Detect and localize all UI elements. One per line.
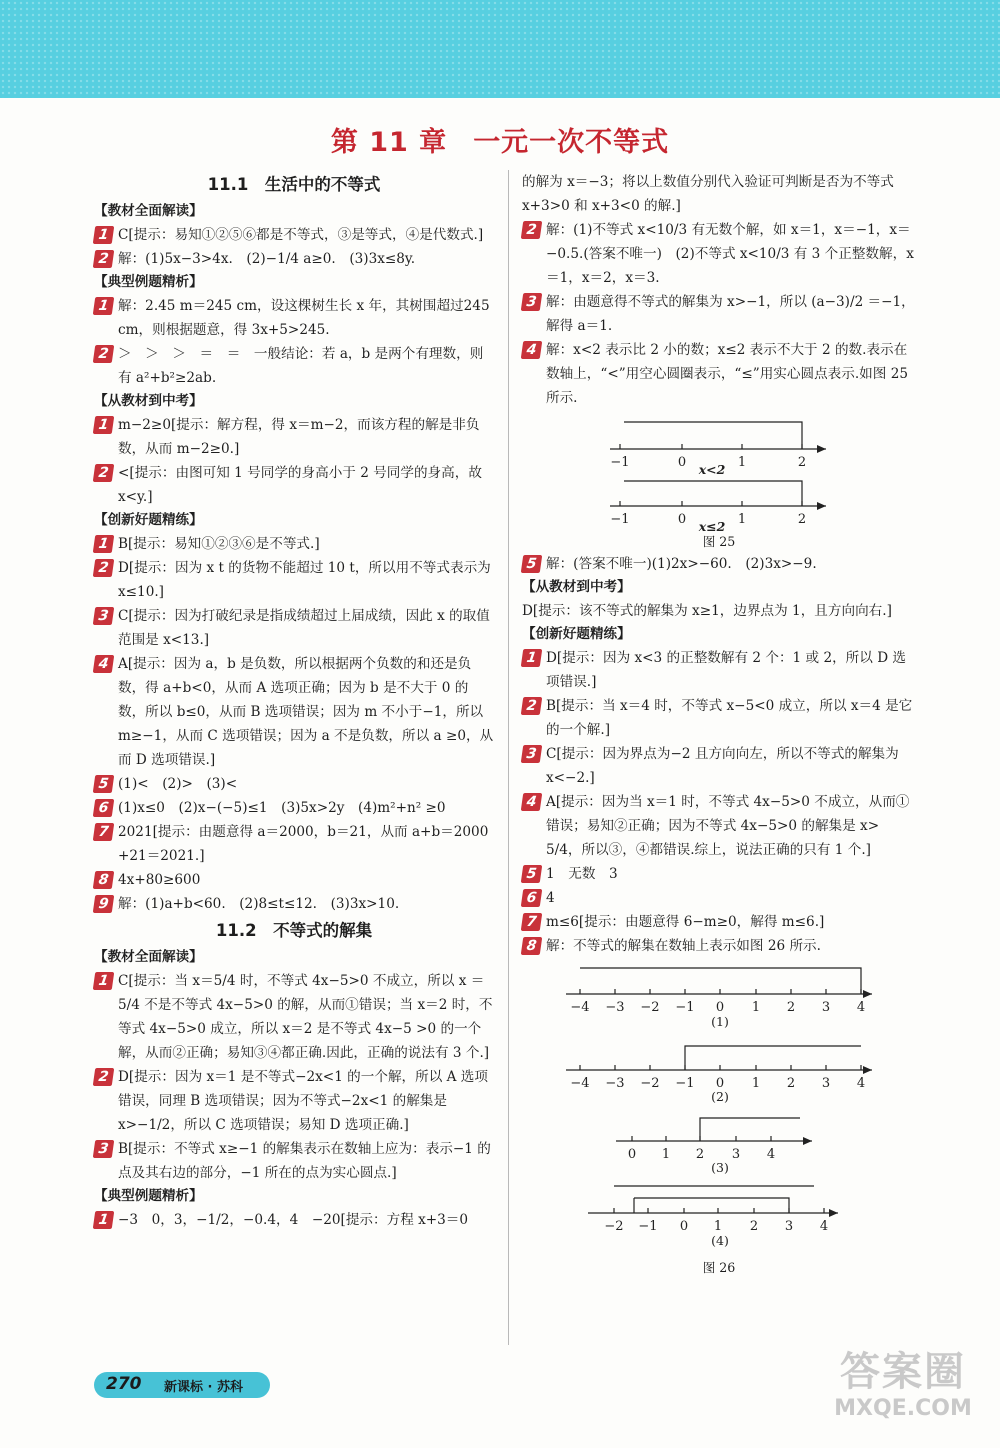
- solution-bracket: [624, 422, 802, 449]
- tick-label: −3: [605, 1000, 625, 1015]
- tick-label: 0: [715, 1000, 725, 1015]
- tick-label: 1: [737, 455, 747, 470]
- figure-caption: 图 26: [702, 1260, 736, 1275]
- answer-item: D[提示：该不等式的解集为 x≥1，边界点为 1，且方向向右.]: [522, 603, 892, 619]
- tick-label: 1: [713, 1219, 723, 1234]
- answer-item: 7 m≤6[提示：由题意得 6−m≥0，解得 m≤6.]: [522, 910, 916, 934]
- answer-item: 1 −3 0，3，−1/2，−0.4，4 −20[提示：方程 x+3＝0: [94, 1208, 494, 1232]
- answer-continuation: 的解为 x＝−3；将以上数值分别代入验证可判断是否为不等式 x+3>0 和 x+3<0 的解.]: [522, 174, 894, 214]
- tick-label: 2: [797, 455, 807, 470]
- column-divider: [508, 170, 509, 1345]
- subsection-heading: 【创新好题精练】: [94, 512, 203, 528]
- answer-item: 2 D[提示：因为 x＝1 是不等式−2x<1 的一个解，所以 A 选项错误，同理 B 选项错误；因为不等式−2x<1 的解集是 x>−1/2，所以 C 选项错误；易知 D 选项正确.]: [94, 1065, 494, 1137]
- number-badge: 3: [521, 293, 543, 311]
- number-badge: 1: [93, 972, 115, 990]
- subsection-heading: 【典型例题精析】: [94, 274, 203, 290]
- number-badge: 5: [93, 775, 115, 793]
- answer-item: 3 解：由题意得不等式的解集为 x>−1，所以 (a−3)/2 ＝−1，解得 a＝1.: [522, 290, 916, 338]
- arrow-head: [817, 502, 826, 510]
- subsection-heading: 【教材全面解读】: [94, 203, 203, 219]
- tick-label: 1: [661, 1147, 671, 1162]
- right-column: [522, 170, 916, 1278]
- tick-label: 0: [677, 512, 687, 527]
- answer-item: 2 B[提示：当 x＝4 时，不等式 x−5<0 成立，所以 x＝4 是它的一个解.]: [522, 694, 916, 742]
- tick-label: 3: [784, 1219, 794, 1234]
- number-badge: 6: [93, 799, 115, 817]
- subsection-heading: 【典型例题精析】: [94, 1188, 203, 1204]
- answer-item: 1 B[提示：易知①②③⑥是不等式.]: [94, 532, 494, 556]
- tick-label: −3: [605, 1076, 625, 1091]
- section-title: 11.1 生活中的不等式: [207, 175, 381, 194]
- number-badge: 4: [521, 341, 543, 359]
- tick-label: 0: [677, 455, 687, 470]
- answer-item: 3 C[提示：因为打破纪录是指成绩超过上届成绩，因此 x 的取值范围是 x<13.]: [94, 604, 494, 652]
- top-decorative-band: [0, 0, 1000, 98]
- number-badge: 7: [521, 913, 543, 931]
- arrow-head: [803, 1137, 812, 1145]
- book-series: 新课标 · 苏科: [164, 1380, 243, 1395]
- tick-label: 4: [856, 1000, 866, 1015]
- answer-item: 2 解：(1)5x−3>4x. (2)−1/4 a≥0. (3)3x≤8y.: [94, 247, 494, 271]
- tick-label: −1: [610, 512, 630, 527]
- answer-item: 2 解：(1)不等式 x<10/3 有无数个解，如 x＝1，x＝−1，x＝ −0.5.(答案不唯一) (2)不等式 x<10/3 有 3 个正整数解，x＝1，x＝2，x＝3.: [522, 218, 916, 290]
- subsection-heading: 【创新好题精练】: [522, 626, 631, 642]
- answer-item: 6 (1)x≤0 (2)x−(−5)≤1 (3)5x>2y (4)m²+n² ≥0: [94, 796, 494, 820]
- number-badge: 2: [93, 559, 115, 577]
- answer-item: 1 C[提示：易知①②⑤⑥都是不等式，③是等式，④是代数式.]: [94, 223, 494, 247]
- arrow-head: [829, 1209, 838, 1217]
- tick-label: 0: [627, 1147, 637, 1162]
- arrow-head: [863, 990, 872, 998]
- number-badge: 4: [93, 655, 115, 673]
- tick-label: −1: [675, 1000, 695, 1015]
- tick-label: 2: [695, 1147, 705, 1162]
- tick-label: 1: [751, 1000, 761, 1015]
- solution-bracket: [624, 481, 802, 506]
- watermark-text: 答案圈: [840, 1349, 966, 1395]
- watermark-url: MXQE.COM: [834, 1396, 972, 1421]
- answer-item: 1 D[提示：因为 x<3 的正整数解有 2 个：1 或 2，所以 D 选项错误.]: [522, 646, 916, 694]
- number-badge: 2: [93, 1068, 115, 1086]
- figure-25: [522, 410, 916, 552]
- answer-item: 1 C[提示：当 x＝5/4 时，不等式 4x−5>0 不成立，所以 x ＝5/4 不是不等式 4x−5>0 的解，从而①错误；当 x＝2 时，不等式 4x−5>0 成立，所以 x＝2 是不等式 4x−5 >0 的一个解，从而②正确；易知③④都正确.因此，正确的说法有 3 个.]: [94, 969, 494, 1065]
- answer-item: 8 解：不等式的解集在数轴上表示如图 26 所示.: [522, 934, 916, 958]
- solution-bracket: [685, 1046, 861, 1070]
- line-label: x<2: [698, 462, 726, 477]
- tick-label: 2: [749, 1219, 759, 1234]
- tick-label: 0: [679, 1219, 689, 1234]
- number-badge: 3: [521, 745, 543, 763]
- number-badge: 2: [93, 464, 115, 482]
- answer-item: 5 解：(答案不唯一)(1)2x>−60. (2)3x>−9.: [522, 552, 916, 576]
- figure-caption: 图 25: [702, 534, 736, 549]
- number-badge: 8: [521, 937, 543, 955]
- number-badge: 3: [93, 607, 115, 625]
- section-title: 11.2 不等式的解集: [215, 921, 373, 940]
- answer-item: 2 <[提示：由图可知 1 号同学的身高小于 2 号同学的身高，故 x<y.]: [94, 461, 494, 509]
- answer-item: 1 m−2≥0[提示：解方程，得 x＝m−2，而该方程的解是非负数，从而 m−2≥0.]: [94, 413, 494, 461]
- tick-label: −1: [610, 455, 630, 470]
- number-badge: 2: [521, 697, 543, 715]
- chapter-number: 第 11 章: [330, 127, 448, 158]
- solution-bracket: [634, 1198, 789, 1213]
- answer-item: 7 2021[提示：由题意得 a＝2000，b＝21，从而 a+b＝2000 +21＝2021.]: [94, 820, 494, 868]
- answer-item: 2 D[提示：因为 x t 的货物不能超过 10 t，所以用不等式表示为 x≤10.]: [94, 556, 494, 604]
- number-badge: 4: [521, 793, 543, 811]
- answer-item: 2 ＞ ＞ ＞ ＝ ＝ 一般结论：若 a，b 是两个有理数，则有 a²+b²≥2ab.: [94, 342, 494, 390]
- answer-item: 4 解：x<2 表示比 2 小的数；x≤2 表示不大于 2 的数.表示在数轴上，“<”用空心圆圈表示，“≤”用实心圆点表示.如图 25 所示.: [522, 338, 916, 410]
- tick-label: −2: [604, 1219, 624, 1234]
- subsection-heading: 【教材全面解读】: [94, 949, 203, 965]
- figure-26: [522, 958, 916, 1278]
- figure-26-number-lines: [522, 958, 916, 1258]
- chapter-name: 一元一次不等式: [473, 127, 670, 158]
- number-badge: 2: [93, 250, 115, 268]
- line-label: (4): [711, 1233, 729, 1248]
- number-badge: 3: [93, 1140, 115, 1158]
- tick-label: −1: [675, 1076, 695, 1091]
- subsection-heading: 【从教材到中考】: [94, 393, 203, 409]
- tick-label: 1: [737, 512, 747, 527]
- page-number: 270: [106, 1374, 142, 1394]
- answer-item: 3 B[提示：不等式 x≥−1 的解集表示在数轴上应为：表示−1 的点及其右边的部分，−1 所在的点为实心圆点.]: [94, 1137, 494, 1185]
- number-badge: 1: [93, 297, 115, 315]
- tick-label: 1: [751, 1076, 761, 1091]
- number-badge: 9: [93, 895, 115, 913]
- number-badge: 1: [521, 649, 543, 667]
- subsection-heading: 【从教材到中考】: [522, 579, 631, 595]
- tick-label: 4: [766, 1147, 776, 1162]
- number-badge: 1: [93, 416, 115, 434]
- tick-label: −2: [640, 1000, 660, 1015]
- number-badge: 5: [521, 865, 543, 883]
- figure-25-number-lines: [522, 410, 916, 532]
- line-label: (3): [711, 1160, 729, 1175]
- page-footer-badge: [94, 1372, 270, 1398]
- number-badge: 2: [521, 221, 543, 239]
- answer-item: 4 A[提示：因为当 x＝1 时，不等式 4x−5>0 不成立，从而①错误；易知②正确；因为不等式 4x−5>0 的解集是 x> 5/4，所以③，④都错误.综上，说法正确的只有 1 个.]: [522, 790, 916, 862]
- number-badge: 1: [93, 1211, 115, 1229]
- answer-item: 5 (1)< (2)> (3)<: [94, 772, 494, 796]
- answer-item: 8 4x+80≥600: [94, 868, 494, 892]
- answer-item: 1 解：2.45 m＝245 cm，设这棵树生长 x 年，其树围超过245 cm，则根据题意，得 3x+5>245.: [94, 294, 494, 342]
- tick-label: 4: [856, 1076, 866, 1091]
- tick-label: 2: [797, 512, 807, 527]
- tick-label: 0: [715, 1076, 725, 1091]
- tick-label: 3: [731, 1147, 741, 1162]
- answer-item: 9 解：(1)a+b<60. (2)8≤t≤12. (3)3x>10.: [94, 892, 494, 916]
- left-column: [94, 170, 494, 1232]
- line-label: (1): [711, 1014, 729, 1029]
- tick-label: 2: [786, 1076, 796, 1091]
- answer-item: 4 A[提示：因为 a，b 是负数，所以根据两个负数的和还是负数，得 a+b<0，从而 A 选项正确；因为 b 是不大于 0 的数，所以 b≤0，从而 B 选项错误；因为 m 不小于−1，所以 m≥−1，从而 C 选项错误；因为 a 不是负数，所以 a ≥0，从而 D 选项错误.]: [94, 652, 494, 772]
- solution-bracket: [700, 1118, 800, 1141]
- tick-label: −4: [570, 1076, 590, 1091]
- arrow-head: [817, 445, 826, 453]
- number-badge: 5: [521, 555, 543, 573]
- watermark: [818, 1348, 988, 1440]
- arrow-head: [863, 1066, 872, 1074]
- answer-item: 5 1 无数 3: [522, 862, 916, 886]
- tick-label: 3: [821, 1076, 831, 1091]
- tick-label: −1: [638, 1219, 658, 1234]
- tick-label: 3: [821, 1000, 831, 1015]
- line-label: x≤2: [698, 519, 726, 532]
- number-badge: 6: [521, 889, 543, 907]
- tick-label: 4: [819, 1219, 829, 1234]
- answer-item: 3 C[提示：因为界点为−2 且方向向左，所以不等式的解集为 x<−2.]: [522, 742, 916, 790]
- number-badge: 7: [93, 823, 115, 841]
- number-badge: 1: [93, 535, 115, 553]
- answer-item: 6 4: [522, 886, 916, 910]
- tick-label: −4: [570, 1000, 590, 1015]
- line-label: (2): [711, 1089, 729, 1104]
- tick-label: 2: [786, 1000, 796, 1015]
- number-badge: 1: [93, 226, 115, 244]
- tick-label: −2: [640, 1076, 660, 1091]
- number-badge: 8: [93, 871, 115, 889]
- number-badge: 2: [93, 345, 115, 363]
- chapter-title: [0, 120, 1000, 160]
